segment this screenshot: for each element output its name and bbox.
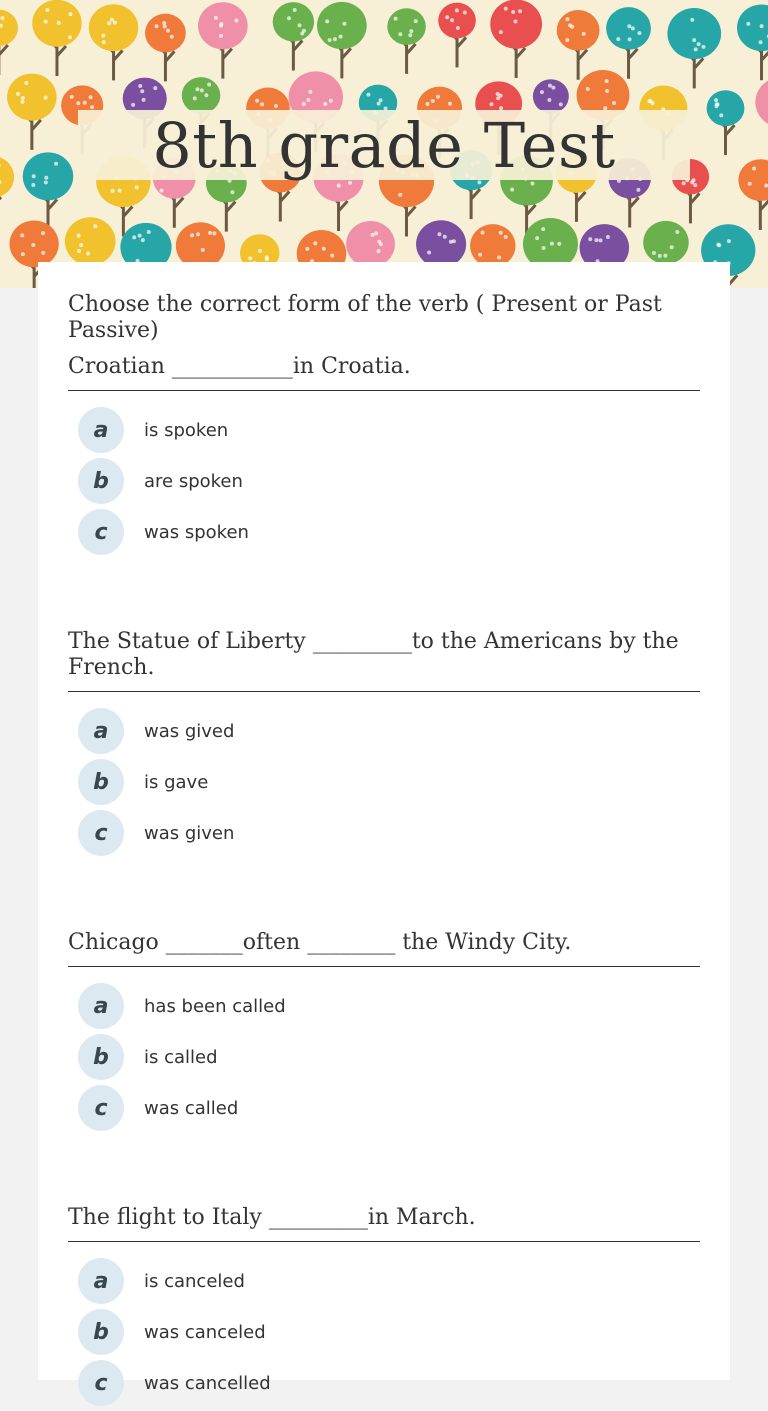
tree-dot xyxy=(376,249,380,253)
option-b[interactable] xyxy=(68,1309,700,1355)
tree-crown xyxy=(667,8,721,59)
option-c[interactable] xyxy=(68,810,700,856)
option-letter-bubble[interactable]: b xyxy=(78,1309,124,1355)
tree-dot xyxy=(714,104,718,108)
tree-dot xyxy=(200,88,204,92)
title-box xyxy=(78,110,690,180)
tree-dot xyxy=(196,232,200,236)
options-list xyxy=(68,983,700,1131)
question-4 xyxy=(68,1205,700,1411)
tree-dot xyxy=(682,181,686,185)
tree-dot xyxy=(41,251,45,255)
tree-dot xyxy=(693,183,697,187)
tree-dot xyxy=(77,234,81,238)
tree-dot xyxy=(193,96,197,100)
tree-dot xyxy=(379,98,383,102)
tree-dot xyxy=(658,254,662,258)
tree-dot xyxy=(478,253,482,257)
tree-dot xyxy=(449,240,453,244)
option-label[interactable]: is gave xyxy=(144,771,209,793)
tree-dot xyxy=(398,193,402,197)
tree-crown xyxy=(470,224,515,267)
option-letter-bubble[interactable]: c xyxy=(78,1085,124,1131)
tree-dot xyxy=(436,95,440,99)
option-letter-bubble[interactable]: c xyxy=(78,1360,124,1406)
tree-dot xyxy=(142,98,146,102)
option-label[interactable]: was given xyxy=(144,822,235,844)
option-c[interactable] xyxy=(68,1085,700,1131)
tree-dot xyxy=(44,176,48,180)
option-label[interactable]: is spoken xyxy=(144,419,229,441)
tree-dot xyxy=(323,102,327,106)
question-prompt: The flight to Italy _________in March. xyxy=(68,1205,700,1242)
header-banner xyxy=(0,0,768,288)
option-label[interactable]: is canceled xyxy=(144,1270,245,1292)
tree-dot xyxy=(663,254,667,258)
tree-dot xyxy=(716,243,720,247)
tree-dot xyxy=(497,255,501,259)
tree-dot xyxy=(219,34,223,38)
option-letter-bubble[interactable]: c xyxy=(78,509,124,555)
tree-crown xyxy=(438,3,476,39)
tree-dot xyxy=(44,180,48,184)
tree-dot xyxy=(702,45,706,49)
tree-dot xyxy=(57,21,61,25)
tree-dot xyxy=(398,32,402,36)
option-label[interactable]: was canceled xyxy=(144,1321,266,1343)
tree-crown xyxy=(557,10,600,51)
question-3 xyxy=(68,930,700,1136)
tree-dot xyxy=(155,24,159,28)
tree-dot xyxy=(131,103,135,107)
tree-dot xyxy=(90,105,94,109)
tree-dot xyxy=(293,8,297,12)
tree-dot xyxy=(565,17,569,21)
tree-dot xyxy=(83,101,87,105)
tree-dot xyxy=(409,29,413,33)
tree-dot xyxy=(628,37,632,41)
tree-dot xyxy=(551,86,555,90)
tree-dot xyxy=(204,93,208,97)
tree-dot xyxy=(616,37,620,41)
tree-dot xyxy=(260,102,264,106)
option-c[interactable] xyxy=(68,1360,700,1406)
tree-dot xyxy=(140,89,144,93)
tree-dot xyxy=(135,185,139,189)
tree-dot xyxy=(195,87,199,91)
tree-crown xyxy=(7,74,57,121)
tree-crown xyxy=(65,217,116,265)
option-a[interactable] xyxy=(68,407,700,453)
tree-dot xyxy=(637,31,641,35)
tree-dot xyxy=(694,47,698,51)
option-letter-bubble[interactable]: c xyxy=(78,810,124,856)
tree-dot xyxy=(456,26,460,30)
question-instruction: Choose the correct form of the verb ( Present or Past Passive) xyxy=(68,292,662,343)
tree-dot xyxy=(214,16,218,20)
tree-dot xyxy=(138,234,142,238)
tree-dot xyxy=(504,7,508,11)
tree-dot xyxy=(70,95,74,99)
tree-dot xyxy=(455,8,459,12)
tree-dot xyxy=(463,11,467,15)
tree-dot xyxy=(606,235,610,239)
tree-dot xyxy=(265,255,269,259)
tree-dot xyxy=(219,22,223,26)
options-list xyxy=(68,708,700,856)
tree-dot xyxy=(0,16,4,20)
tree-dot xyxy=(631,26,635,30)
tree-dot xyxy=(77,249,81,253)
tree-dot xyxy=(101,34,105,38)
tree-dot xyxy=(328,38,332,42)
tree-dot xyxy=(675,230,679,234)
tree-dot xyxy=(287,16,291,20)
tree-dot xyxy=(535,236,539,240)
tree-crown xyxy=(643,221,689,264)
tree-crown xyxy=(755,77,768,128)
tree-dot xyxy=(605,79,609,83)
tree-crown xyxy=(416,220,466,268)
tree-dot xyxy=(547,98,551,102)
options-list xyxy=(68,1258,700,1406)
option-label[interactable]: is called xyxy=(144,1046,218,1068)
option-a[interactable] xyxy=(68,1258,700,1304)
tree-crown xyxy=(145,14,186,53)
tree-dot xyxy=(636,188,640,192)
tree-dot xyxy=(138,84,142,88)
tree-dot xyxy=(448,102,452,106)
tree-crown xyxy=(89,4,138,51)
tree-dot xyxy=(719,113,723,117)
page-title: 8th grade Test xyxy=(152,108,616,182)
tree-dot xyxy=(599,238,603,242)
tree-dot xyxy=(370,233,374,237)
tree-dot xyxy=(190,233,194,237)
tree-dot xyxy=(431,99,435,103)
tree-dot xyxy=(499,231,503,235)
tree-dot xyxy=(308,90,312,94)
tree-dot xyxy=(79,243,83,247)
tree-dot xyxy=(489,102,493,106)
tree-dot xyxy=(255,99,259,103)
option-letter-bubble[interactable]: b xyxy=(78,1034,124,1080)
tree-dot xyxy=(530,182,534,186)
tree-dot xyxy=(153,86,157,90)
tree-dot xyxy=(437,232,441,236)
tree-dot xyxy=(89,95,93,99)
tree-dot xyxy=(511,10,515,14)
option-letter-bubble[interactable]: a xyxy=(78,1258,124,1304)
tree-dot xyxy=(44,96,48,100)
tree-dot xyxy=(748,182,752,186)
tree-dot xyxy=(690,180,694,184)
tree-dot xyxy=(76,101,80,105)
tree-dot xyxy=(714,98,718,102)
tree-dot xyxy=(20,100,24,104)
tree-dot xyxy=(234,19,238,23)
tree-dot xyxy=(425,102,429,106)
tree-dot xyxy=(339,35,343,39)
tree-dot xyxy=(107,21,111,25)
tree-dot xyxy=(414,19,418,23)
tree-dot xyxy=(377,240,381,244)
tree-crown xyxy=(0,156,14,198)
tree-dot xyxy=(550,242,554,246)
question-prompt: Chicago _______often ________ the Windy City. xyxy=(68,930,700,967)
tree-dot xyxy=(443,235,447,239)
option-letter-bubble[interactable]: a xyxy=(78,708,124,754)
option-a[interactable] xyxy=(68,983,700,1029)
tree-dot xyxy=(557,242,561,246)
tree-dot xyxy=(329,99,333,103)
tree-dot xyxy=(586,87,590,91)
tree-dot xyxy=(542,246,546,250)
option-letter-bubble[interactable]: b xyxy=(78,458,124,504)
tree-dot xyxy=(68,12,72,16)
tree-dot xyxy=(652,251,656,255)
tree-dot xyxy=(141,238,145,242)
tree-dot xyxy=(230,190,234,194)
tree-crown xyxy=(273,2,314,41)
tree-dot xyxy=(504,235,508,239)
tree-dot xyxy=(366,93,370,97)
tree-dot xyxy=(427,250,431,254)
tree-dot xyxy=(394,17,398,21)
option-label[interactable]: was called xyxy=(144,1097,239,1119)
tree-dot xyxy=(513,19,517,23)
tree-dot xyxy=(111,189,115,193)
tree-dot xyxy=(163,25,167,29)
tree-dot xyxy=(170,35,174,39)
option-c[interactable] xyxy=(68,509,700,555)
option-label[interactable]: are spoken xyxy=(144,470,243,492)
tree-crown xyxy=(490,0,542,49)
tree-dot xyxy=(118,189,122,193)
tree-dot xyxy=(510,188,514,192)
tree-crown xyxy=(738,159,768,201)
option-letter-bubble[interactable]: a xyxy=(78,407,124,453)
tree-dot xyxy=(16,92,20,96)
tree-crown xyxy=(317,2,367,49)
option-b[interactable] xyxy=(68,458,700,504)
tree-dot xyxy=(408,33,412,37)
tree-dot xyxy=(302,102,306,106)
question-prompt: Croatian ___________in Croatia. xyxy=(68,354,700,391)
tree-dot xyxy=(147,230,151,234)
tree-dot xyxy=(692,38,696,42)
tree-dot xyxy=(160,189,164,193)
question-2 xyxy=(68,629,700,861)
tree-dot xyxy=(612,101,616,105)
tree-dot xyxy=(499,94,503,98)
tree-dot xyxy=(481,231,485,235)
tree-dot xyxy=(132,235,136,239)
tree-dot xyxy=(760,24,764,28)
question-1 xyxy=(68,292,700,560)
tree-dot xyxy=(330,254,334,258)
option-letter-bubble[interactable]: b xyxy=(78,759,124,805)
tree-dot xyxy=(44,20,48,24)
tree-dot xyxy=(499,30,503,34)
tree-dot xyxy=(697,42,701,46)
tree-dot xyxy=(68,35,72,39)
tree-dot xyxy=(627,24,631,28)
tree-dot xyxy=(274,104,278,108)
tree-dot xyxy=(86,252,90,256)
tree-dot xyxy=(45,8,49,12)
tree-dot xyxy=(752,166,756,170)
tree-dot xyxy=(605,89,609,93)
tree-dot xyxy=(559,102,563,106)
tree-dot xyxy=(568,23,572,27)
option-letter-bubble[interactable]: a xyxy=(78,983,124,1029)
tree-dot xyxy=(110,18,114,22)
tree-dot xyxy=(302,29,306,33)
tree-dot xyxy=(166,29,170,33)
tree-dot xyxy=(450,18,454,22)
tree-dot xyxy=(670,245,674,249)
tree-dot xyxy=(24,81,28,85)
option-label[interactable]: has been called xyxy=(144,995,286,1017)
tree-dot xyxy=(21,96,25,100)
tree-crown xyxy=(707,90,745,126)
tree-dot xyxy=(298,23,302,27)
tree-dot xyxy=(208,231,212,235)
tree-dot xyxy=(41,231,45,235)
tree-dot xyxy=(342,22,346,26)
tree-dot xyxy=(548,84,552,88)
tree-dot xyxy=(212,231,216,235)
tree-dot xyxy=(31,183,35,187)
tree-dot xyxy=(313,241,317,245)
options-list xyxy=(68,407,700,555)
tree-dot xyxy=(325,19,329,23)
option-a[interactable] xyxy=(68,708,700,754)
tree-dot xyxy=(248,256,252,260)
option-label[interactable]: was gived xyxy=(144,720,235,742)
tree-dot xyxy=(337,184,341,188)
tree-dot xyxy=(541,227,545,231)
tree-dot xyxy=(374,231,378,235)
tree-dot xyxy=(162,21,166,25)
tree-dot xyxy=(582,32,586,36)
tree-dot xyxy=(594,238,598,242)
option-b[interactable] xyxy=(68,1034,700,1080)
tree-dot xyxy=(333,37,337,41)
worksheet-paper xyxy=(38,262,730,1396)
tree-dot xyxy=(588,237,592,241)
tree-dot xyxy=(305,247,309,251)
tree-dot xyxy=(746,22,750,26)
tree-dot xyxy=(32,174,36,178)
tree-dot xyxy=(690,18,694,22)
tree-dot xyxy=(727,239,731,243)
tree-dot xyxy=(258,249,262,253)
tree-dot xyxy=(21,252,25,256)
tree-crown xyxy=(346,221,395,267)
tree-dot xyxy=(54,162,58,166)
tree-dot xyxy=(540,90,544,94)
tree-dot xyxy=(113,21,117,25)
question-prompt: The Statue of Liberty _________to the Americans by the French. xyxy=(68,629,700,692)
tree-dot xyxy=(565,38,569,42)
tree-dot xyxy=(445,15,449,19)
tree-crown xyxy=(387,8,426,45)
tree-dot xyxy=(20,233,24,237)
tree-dot xyxy=(649,99,653,103)
tree-dot xyxy=(518,9,522,13)
option-label[interactable]: was spoken xyxy=(144,521,249,543)
tree-crown xyxy=(737,4,768,51)
tree-dot xyxy=(322,247,326,251)
tree-dot xyxy=(306,98,310,102)
tree-crown xyxy=(0,10,18,46)
tree-dot xyxy=(759,40,763,44)
tree-crown xyxy=(23,152,73,200)
tree-dot xyxy=(102,40,106,44)
tree-dot xyxy=(93,224,97,228)
tree-dot xyxy=(207,83,211,87)
option-b[interactable] xyxy=(68,759,700,805)
option-label[interactable]: was cancelled xyxy=(144,1372,271,1394)
tree-dot xyxy=(201,248,205,252)
tree-dot xyxy=(31,243,35,247)
tree-crown xyxy=(606,7,651,50)
